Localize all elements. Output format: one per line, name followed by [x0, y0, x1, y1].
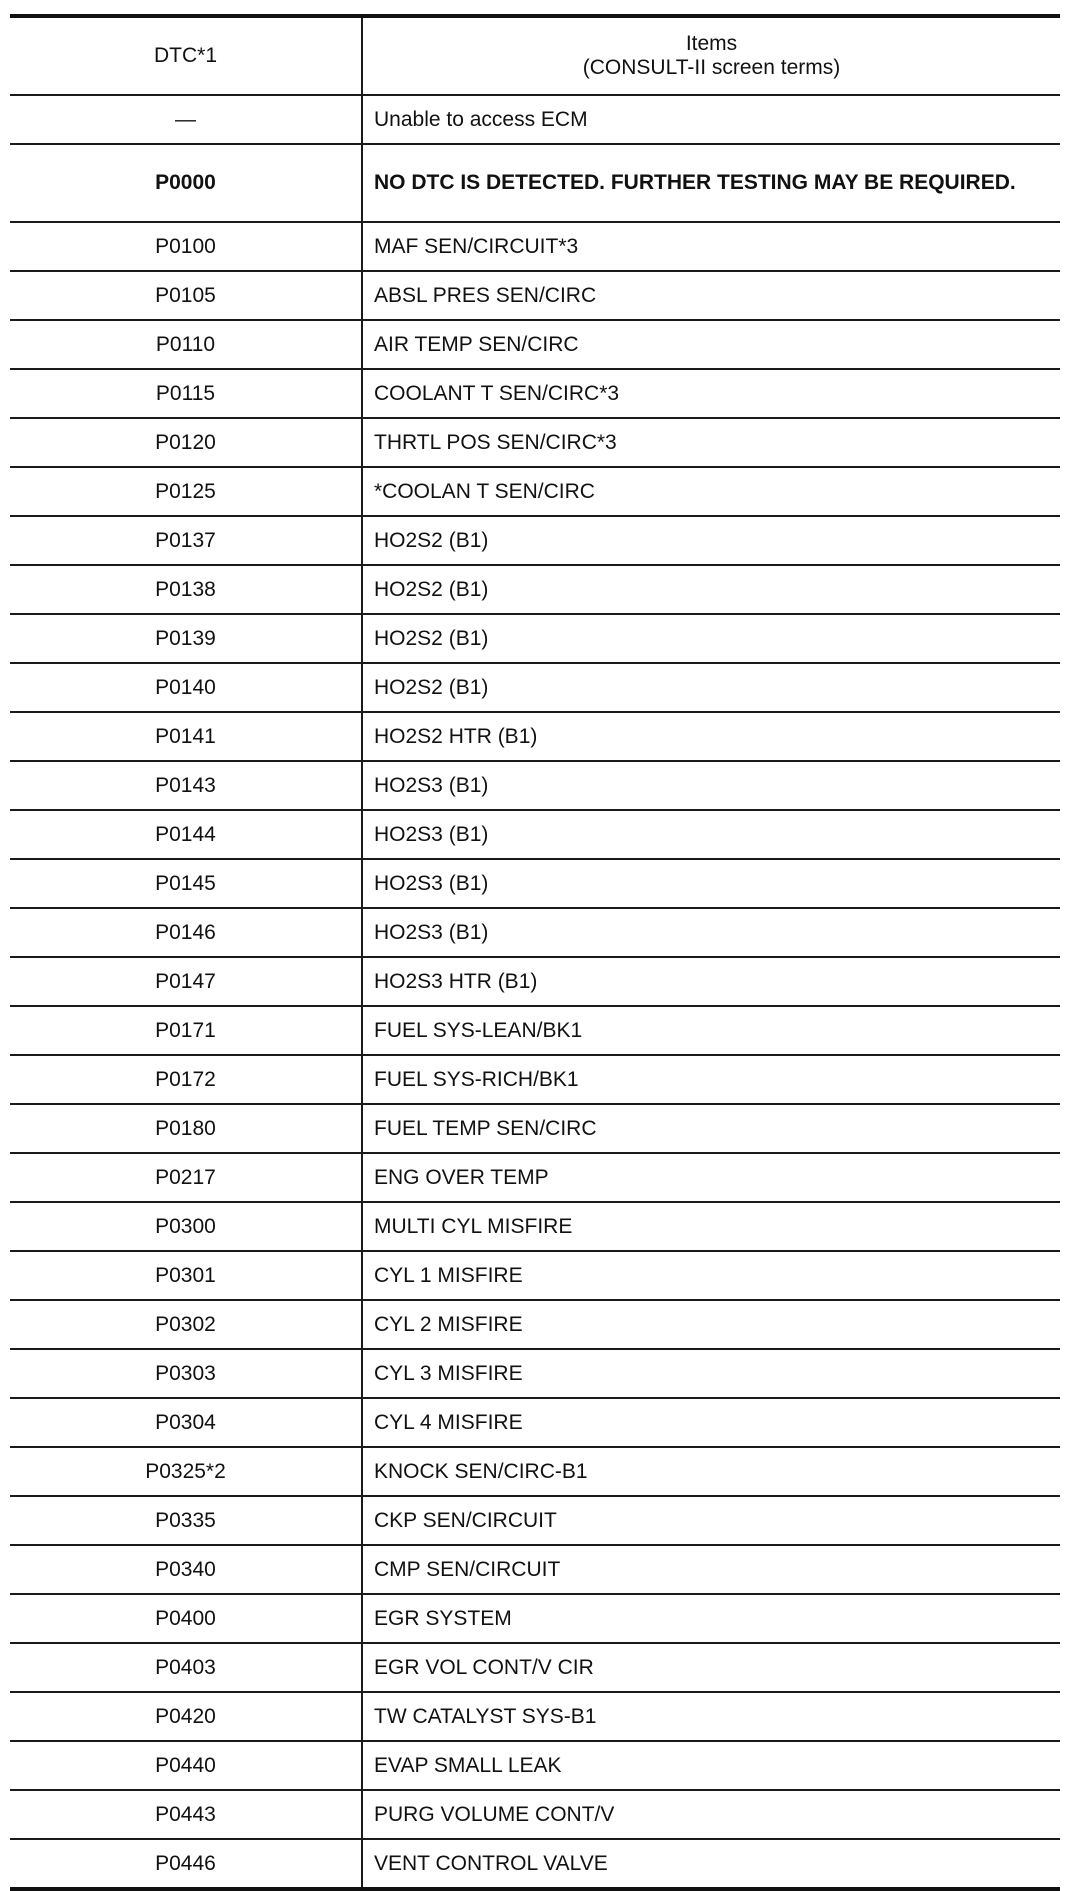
dtc-column-header: DTC*1 [10, 16, 362, 95]
dtc-code-cell: P0120 [10, 418, 362, 467]
table-row [10, 1790, 1060, 1839]
dtc-code-cell: P0100 [10, 222, 362, 271]
table-row [10, 1055, 1060, 1104]
dtc-item-cell: MAF SEN/CIRCUIT*3 [362, 222, 1060, 271]
table-row [10, 222, 1060, 271]
dtc-code-cell: P0171 [10, 1006, 362, 1055]
dtc-code-cell: P0141 [10, 712, 362, 761]
dtc-code-cell: P0303 [10, 1349, 362, 1398]
table-row [10, 1692, 1060, 1741]
dtc-item-cell: THRTL POS SEN/CIRC*3 [362, 418, 1060, 467]
table-row [10, 1496, 1060, 1545]
dtc-code-cell: P0300 [10, 1202, 362, 1251]
items-header-title: Items [685, 32, 738, 55]
dtc-item-cell: HO2S3 (B1) [362, 761, 1060, 810]
table-row [10, 957, 1060, 1006]
dtc-item-cell: PURG VOLUME CONT/V [362, 1790, 1060, 1839]
table-row [10, 712, 1060, 761]
table-row [10, 614, 1060, 663]
dtc-item-cell: HO2S2 (B1) [362, 663, 1060, 712]
table-row [10, 144, 1060, 222]
dtc-code-cell: P0138 [10, 565, 362, 614]
table-row [10, 1643, 1060, 1692]
dtc-code-cell: P0400 [10, 1594, 362, 1643]
dtc-item-cell: HO2S3 HTR (B1) [362, 957, 1060, 1006]
dtc-item-cell: ENG OVER TEMP [362, 1153, 1060, 1202]
table-row [10, 271, 1060, 320]
dtc-item-cell: KNOCK SEN/CIRC-B1 [362, 1447, 1060, 1496]
table-header-row [10, 16, 1060, 95]
dtc-item-cell: EGR VOL CONT/V CIR [362, 1643, 1060, 1692]
dtc-code-cell: P0443 [10, 1790, 362, 1839]
dtc-item-cell: HO2S2 (B1) [362, 516, 1060, 565]
dtc-item-cell: AIR TEMP SEN/CIRC [362, 320, 1060, 369]
dtc-item-cell: CYL 2 MISFIRE [362, 1300, 1060, 1349]
dtc-item-cell: FUEL SYS-RICH/BK1 [362, 1055, 1060, 1104]
dtc-code-cell: P0144 [10, 810, 362, 859]
dtc-code-cell: P0146 [10, 908, 362, 957]
dtc-code-cell: P0125 [10, 467, 362, 516]
dtc-code-cell: P0403 [10, 1643, 362, 1692]
table-row [10, 95, 1060, 144]
table-row [10, 1104, 1060, 1153]
table-row [10, 1741, 1060, 1790]
dtc-item-cell: NO DTC IS DETECTED. FURTHER TESTING MAY BE REQUIRED. [362, 144, 1060, 222]
items-header-subtitle: (CONSULT-II screen terms) [582, 56, 841, 79]
dtc-code-cell: P0143 [10, 761, 362, 810]
table-row [10, 516, 1060, 565]
dtc-item-cell: VENT CONTROL VALVE [374, 1851, 608, 1875]
dtc-item-cell: HO2S2 (B1) [362, 565, 1060, 614]
dtc-code-cell: P0325*2 [10, 1447, 362, 1496]
table-row [10, 320, 1060, 369]
dtc-code-cell: P0115 [10, 369, 362, 418]
table-row [10, 1545, 1060, 1594]
table-row [10, 369, 1060, 418]
dtc-code-cell: P0137 [10, 516, 362, 565]
table-body [10, 95, 1060, 1889]
table-row [10, 1300, 1060, 1349]
dtc-item-cell: EVAP SMALL LEAK [362, 1741, 1060, 1790]
table-row [10, 1251, 1060, 1300]
dtc-code-cell: P0139 [10, 614, 362, 663]
table-row [10, 663, 1060, 712]
table-row [10, 1349, 1060, 1398]
dtc-item-cell: HO2S3 (B1) [362, 859, 1060, 908]
table-row [10, 1202, 1060, 1251]
dtc-code-cell: P0000 [10, 144, 362, 222]
dtc-code-cell: P0335 [10, 1496, 362, 1545]
dtc-code-cell: P0446 [10, 1839, 362, 1889]
table-row [10, 1447, 1060, 1496]
dtc-code-cell: P0217 [10, 1153, 362, 1202]
dtc-code-cell: P0110 [10, 320, 362, 369]
table-row [10, 418, 1060, 467]
table-row [10, 1594, 1060, 1643]
dtc-item-cell: HO2S3 (B1) [362, 908, 1060, 957]
table-row [10, 1153, 1060, 1202]
dtc-code-cell: P0304 [10, 1398, 362, 1447]
dtc-code-cell: — [10, 95, 362, 144]
dtc-item-cell: FUEL SYS-LEAN/BK1 [362, 1006, 1060, 1055]
dtc-item-cell: Unable to access ECM [362, 95, 1060, 144]
dtc-code-cell: P0105 [10, 271, 362, 320]
table-row [10, 859, 1060, 908]
dtc-item-cell: ABSL PRES SEN/CIRC [362, 271, 1060, 320]
dtc-item-cell: FUEL TEMP SEN/CIRC [362, 1104, 1060, 1153]
dtc-item-cell: CYL 1 MISFIRE [362, 1251, 1060, 1300]
dtc-item-cell: HO2S2 (B1) [362, 614, 1060, 663]
dtc-item-cell: CKP SEN/CIRCUIT [362, 1496, 1060, 1545]
dtc-code-cell: P0302 [10, 1300, 362, 1349]
table-row [10, 761, 1060, 810]
dtc-item-cell: COOLANT T SEN/CIRC*3 [362, 369, 1060, 418]
dtc-code-cell: P0420 [10, 1692, 362, 1741]
dtc-table [10, 14, 1060, 1891]
table-row [10, 1006, 1060, 1055]
dtc-item-cell: MULTI CYL MISFIRE [362, 1202, 1060, 1251]
dtc-code-cell: P0440 [10, 1741, 362, 1790]
table-row [10, 1839, 1060, 1889]
table-row [10, 810, 1060, 859]
dtc-code-cell: P0172 [10, 1055, 362, 1104]
items-column-header [362, 16, 1060, 95]
dtc-item-cell: *COOLAN T SEN/CIRC [362, 467, 1060, 516]
dtc-item-cell: HO2S3 (B1) [362, 810, 1060, 859]
dtc-code-cell: P0301 [10, 1251, 362, 1300]
dtc-item-cell: CYL 4 MISFIRE [362, 1398, 1060, 1447]
table-row [10, 908, 1060, 957]
dtc-item-cell: EGR SYSTEM [362, 1594, 1060, 1643]
dtc-code-cell: P0140 [10, 663, 362, 712]
table-row [10, 565, 1060, 614]
dtc-item-cell: HO2S2 HTR (B1) [362, 712, 1060, 761]
dtc-code-cell: P0147 [10, 957, 362, 1006]
table-row [10, 1398, 1060, 1447]
table-row [10, 467, 1060, 516]
dtc-item-cell: TW CATALYST SYS-B1 [362, 1692, 1060, 1741]
dtc-item-cell: CYL 3 MISFIRE [362, 1349, 1060, 1398]
dtc-code-cell: P0340 [10, 1545, 362, 1594]
dtc-code-cell: P0180 [10, 1104, 362, 1153]
dtc-code-cell: P0145 [10, 859, 362, 908]
dtc-item-cell: CMP SEN/CIRCUIT [362, 1545, 1060, 1594]
